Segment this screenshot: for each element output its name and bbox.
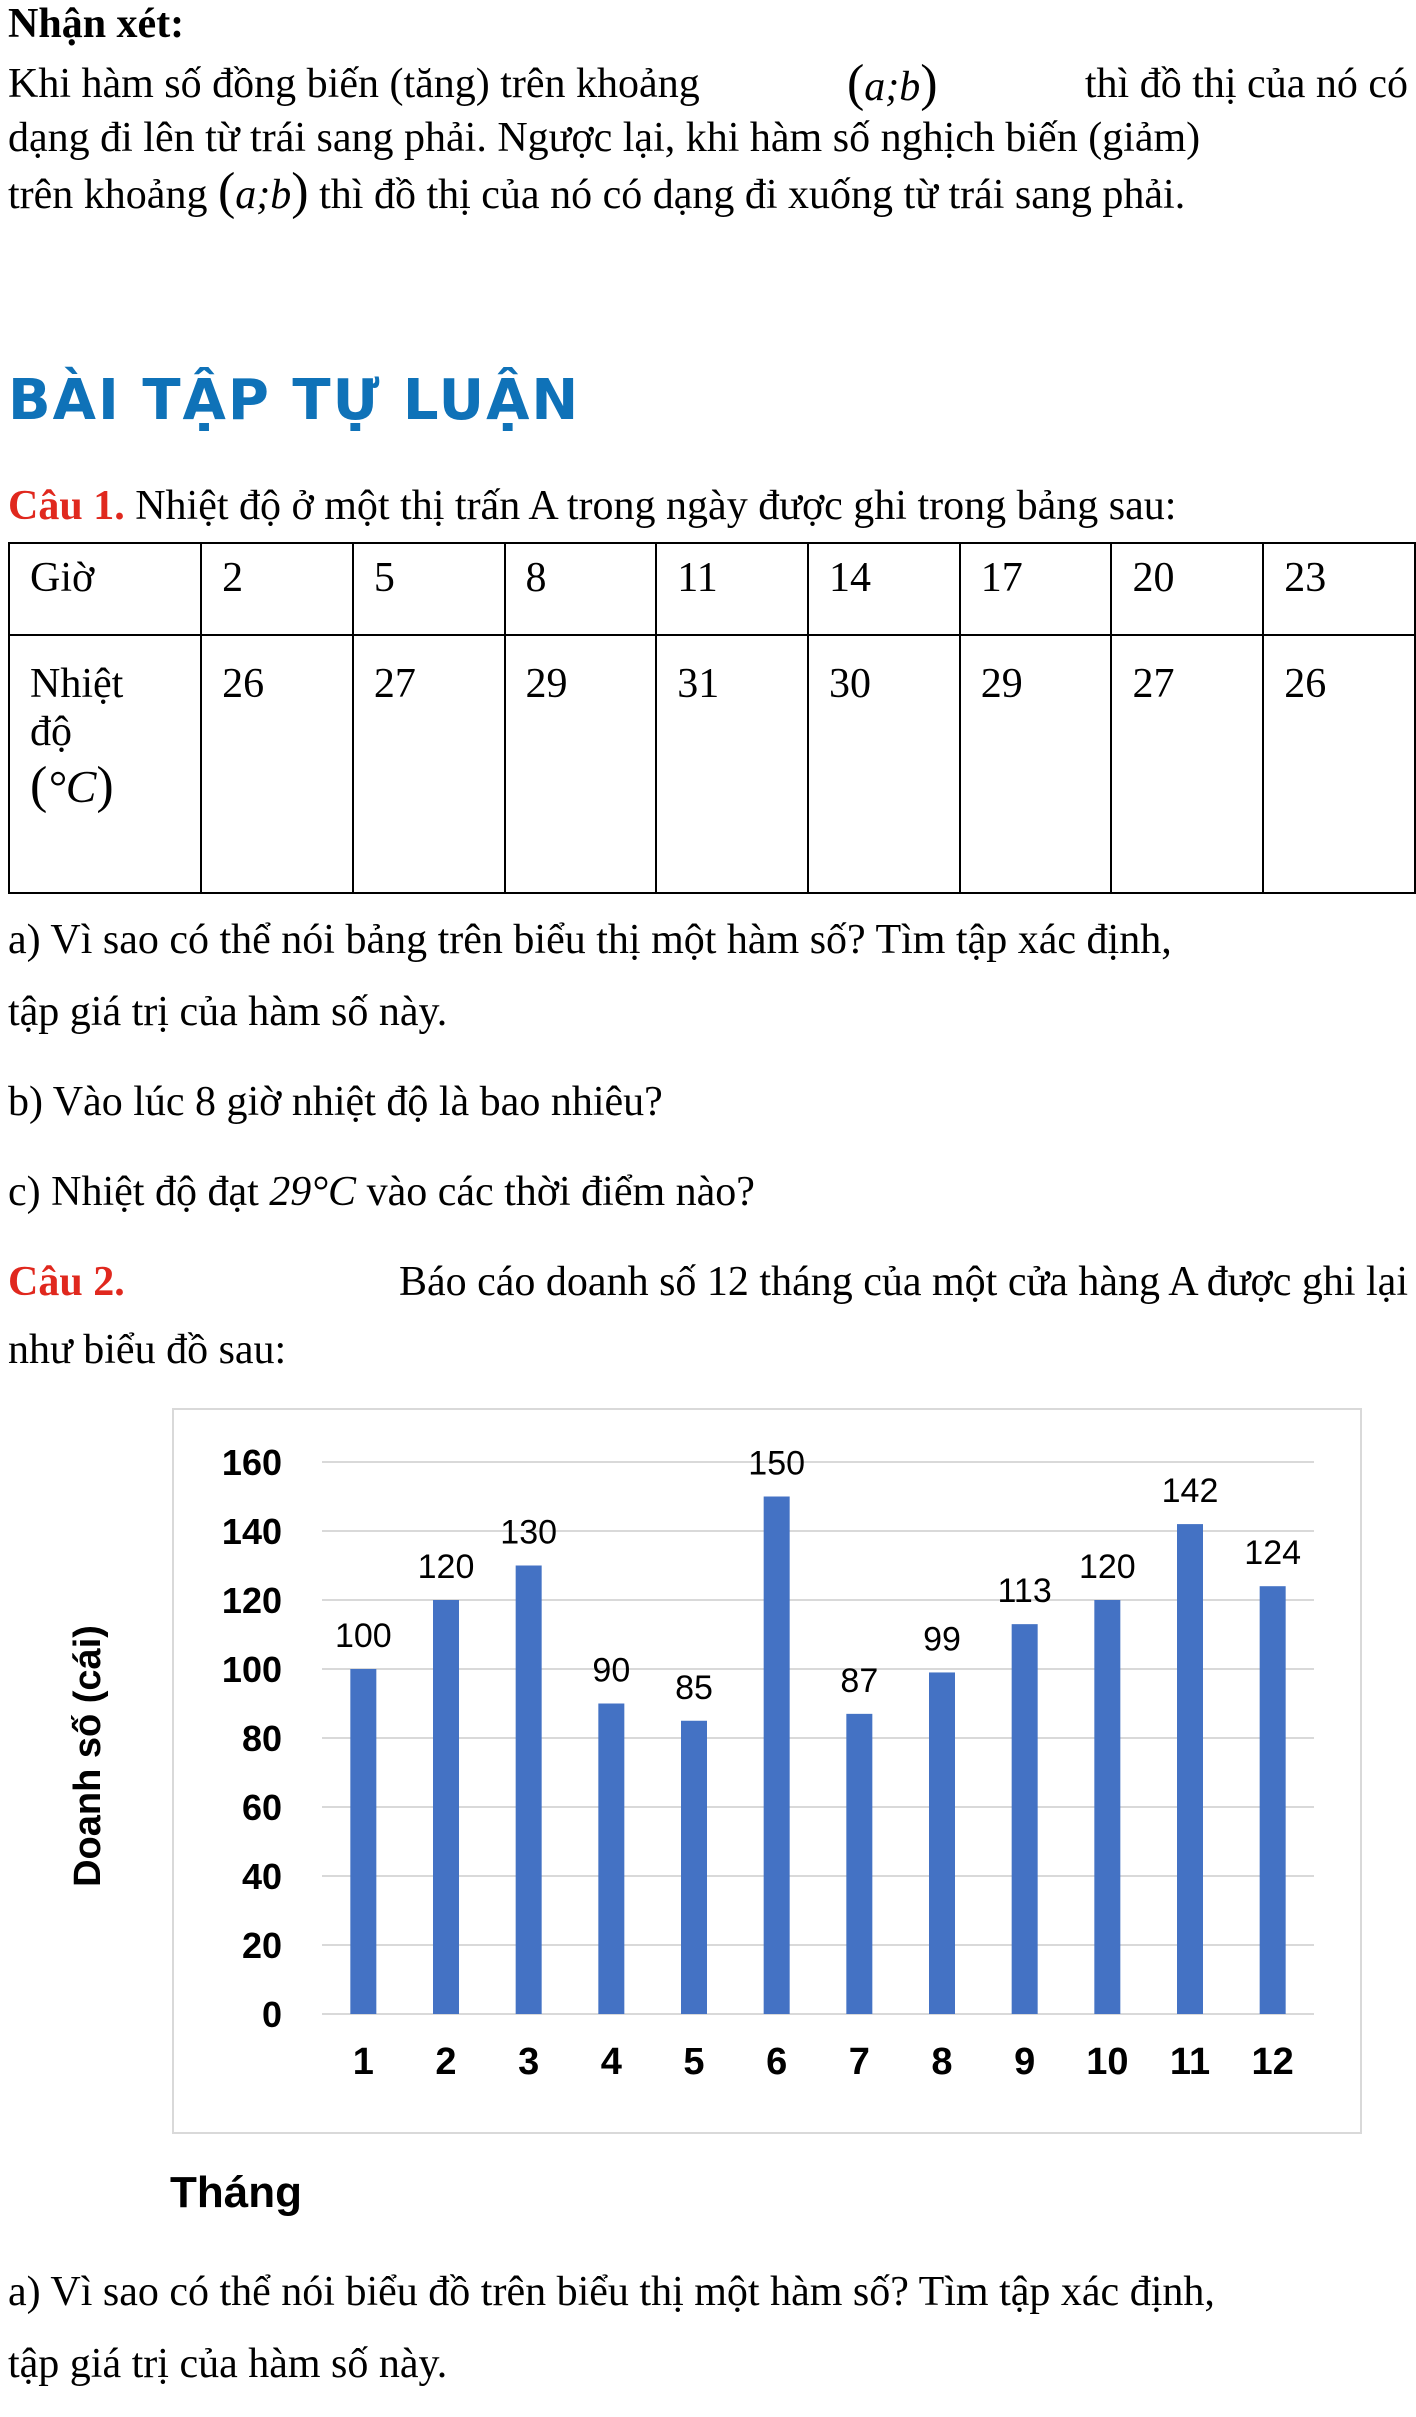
q1-text: Nhiệt độ ở một thị trấn A trong ngày được ghi trong bảng sau:	[135, 483, 1177, 529]
remark-interval-2: (a;b)	[217, 163, 309, 220]
data-label: 113	[997, 1572, 1052, 1611]
x-tick-label: 4	[600, 2041, 622, 2083]
bar	[516, 1566, 542, 2015]
temperature-cell: 30	[808, 635, 960, 893]
table-header-hour: Giờ	[9, 543, 201, 635]
y-tick-label: 160	[221, 1442, 282, 1483]
temperature-cell: 27	[1111, 635, 1263, 893]
x-tick-label: 10	[1086, 2041, 1129, 2083]
hour-cell: 17	[960, 543, 1112, 635]
hour-cell: 11	[656, 543, 808, 635]
q1-part-a-text: a) Vì sao có thể nói bảng trên biểu thị một hàm số? Tìm tập xác định,	[8, 917, 1172, 963]
table-header-temperature	[9, 635, 201, 893]
x-tick-label: 6	[766, 2041, 788, 2083]
hour-cell: 23	[1263, 543, 1415, 635]
y-tick-label: 0	[261, 1994, 282, 2035]
temperature-header-word-2: độ	[30, 709, 72, 755]
x-tick-label: 5	[683, 2041, 705, 2083]
temperature-header-word-1: Nhiệt	[30, 661, 124, 707]
q2-part-a-line-2: tập giá trị của hàm số này.	[8, 2341, 448, 2387]
x-tick-label: 12	[1251, 2041, 1294, 2083]
q1-part-a-line-2: tập giá trị của hàm số này.	[8, 989, 448, 1035]
x-tick-label: 9	[1014, 2041, 1036, 2083]
y-tick-label: 120	[221, 1580, 282, 1621]
bar	[1260, 1586, 1286, 2014]
y-axis-title: Doanh số (cái)	[67, 1625, 109, 1887]
data-label: 120	[417, 1548, 475, 1586]
bar	[350, 1669, 376, 2014]
table-row-temperatures	[9, 635, 1415, 893]
q1-part-c-start: c) Nhiệt độ đạt	[8, 1169, 259, 1215]
bar	[1094, 1600, 1120, 2014]
q1-part-c	[8, 1162, 755, 1222]
remark-line-2-text: dạng đi lên từ trái sang phải. Ngược lại, khi hàm số nghịch biến (giảm)	[8, 115, 1201, 161]
x-tick-label: 7	[848, 2041, 870, 2083]
data-label: 87	[840, 1661, 879, 1700]
data-label: 124	[1244, 1534, 1302, 1573]
q2-prompt-line-2: như biểu đồ sau:	[8, 1327, 287, 1373]
y-tick-label: 80	[241, 1718, 282, 1759]
q1-part-a-line-1	[8, 910, 1408, 970]
remark-title: Nhận xét:	[8, 1, 185, 47]
data-label: 130	[500, 1513, 558, 1552]
temperature-cell: 26	[1263, 635, 1415, 893]
x-tick-label: 8	[931, 2041, 953, 2083]
x-tick-label: 2	[435, 2041, 457, 2083]
bar	[598, 1704, 624, 2015]
remark-interval-1: (a;b)	[846, 55, 938, 112]
data-label: 120	[1078, 1548, 1136, 1586]
y-tick-label: 20	[241, 1925, 282, 1966]
temperature-cell: 26	[201, 635, 353, 893]
sales-chart-svg	[67, 1410, 1360, 2132]
unit-text: °C	[47, 761, 97, 812]
x-tick-label: 1	[352, 2041, 374, 2083]
y-tick-label: 60	[241, 1787, 282, 1828]
data-label: 99	[923, 1620, 961, 1659]
remark-line-1-end: thì đồ thị của nó có	[1084, 61, 1408, 107]
y-tick-label: 140	[221, 1511, 282, 1552]
temperature-cell: 29	[960, 635, 1112, 893]
q2-prompt-line-1	[8, 1252, 1408, 1312]
data-label: 90	[592, 1651, 631, 1690]
table-row-hours	[9, 543, 1415, 635]
bar	[1177, 1524, 1203, 2014]
temperature-cell: 27	[353, 635, 505, 893]
interval-text: a;b	[235, 172, 292, 218]
hour-cell: 8	[505, 543, 657, 635]
bar	[764, 1497, 790, 2015]
q1-part-c-value: 29°C	[269, 1169, 357, 1215]
data-label: 100	[334, 1617, 392, 1655]
q2-label-wrap	[8, 1252, 125, 1312]
q1-part-c-end: vào các thời điểm nào?	[366, 1169, 755, 1215]
hour-cell: 14	[808, 543, 960, 635]
x-tick-label: 11	[1169, 2041, 1211, 2083]
hour-cell: 5	[353, 543, 505, 635]
bar	[681, 1721, 707, 2014]
x-axis-title: Tháng	[170, 2168, 302, 2217]
bar	[433, 1600, 459, 2014]
x-tick-label: 3	[518, 2041, 540, 2083]
q1-prompt	[8, 476, 1176, 536]
q2-part-a-line-1	[8, 2262, 1408, 2322]
hour-cell: 2	[201, 543, 353, 635]
data-label: 150	[748, 1444, 806, 1483]
hour-cell: 20	[1111, 543, 1263, 635]
remark-line-1-start: Khi hàm số đồng biến (tăng) trên khoảng	[8, 61, 700, 107]
temperature-unit: (°C)	[30, 757, 114, 814]
y-tick-label: 40	[241, 1856, 282, 1897]
data-label: 85	[675, 1668, 713, 1707]
temperature-table	[8, 542, 1416, 894]
q2-text-line-1: Báo cáo doanh số 12 tháng của một cửa hàng A được ghi lại	[398, 1259, 1408, 1305]
bar	[929, 1672, 955, 2014]
q1-label: Câu 1.	[8, 483, 125, 529]
remark-line-3-end: thì đồ thị của nó có dạng đi xuống từ trái sang phải.	[319, 172, 1186, 218]
sales-chart	[67, 1408, 1362, 2134]
temperature-cell: 29	[505, 635, 657, 893]
bar	[846, 1714, 872, 2014]
q1-part-b: b) Vào lúc 8 giờ nhiệt độ là bao nhiêu?	[8, 1079, 663, 1125]
q2-part-a-text: a) Vì sao có thể nói biểu đồ trên biểu thị một hàm số? Tìm tập xác định,	[8, 2269, 1215, 2315]
temperature-cell: 31	[656, 635, 808, 893]
data-label: 142	[1161, 1472, 1219, 1511]
remark-line-2	[8, 108, 1408, 168]
y-tick-label: 100	[221, 1649, 282, 1690]
q2-label: Câu 2.	[8, 1259, 125, 1305]
interval-text: a;b	[864, 64, 921, 110]
remark-line-3	[8, 162, 1185, 225]
bar	[1012, 1624, 1038, 2014]
remark-line-3-start: trên khoảng	[8, 172, 208, 218]
section-heading: BÀI TẬP TỰ LUẬN	[8, 368, 581, 433]
